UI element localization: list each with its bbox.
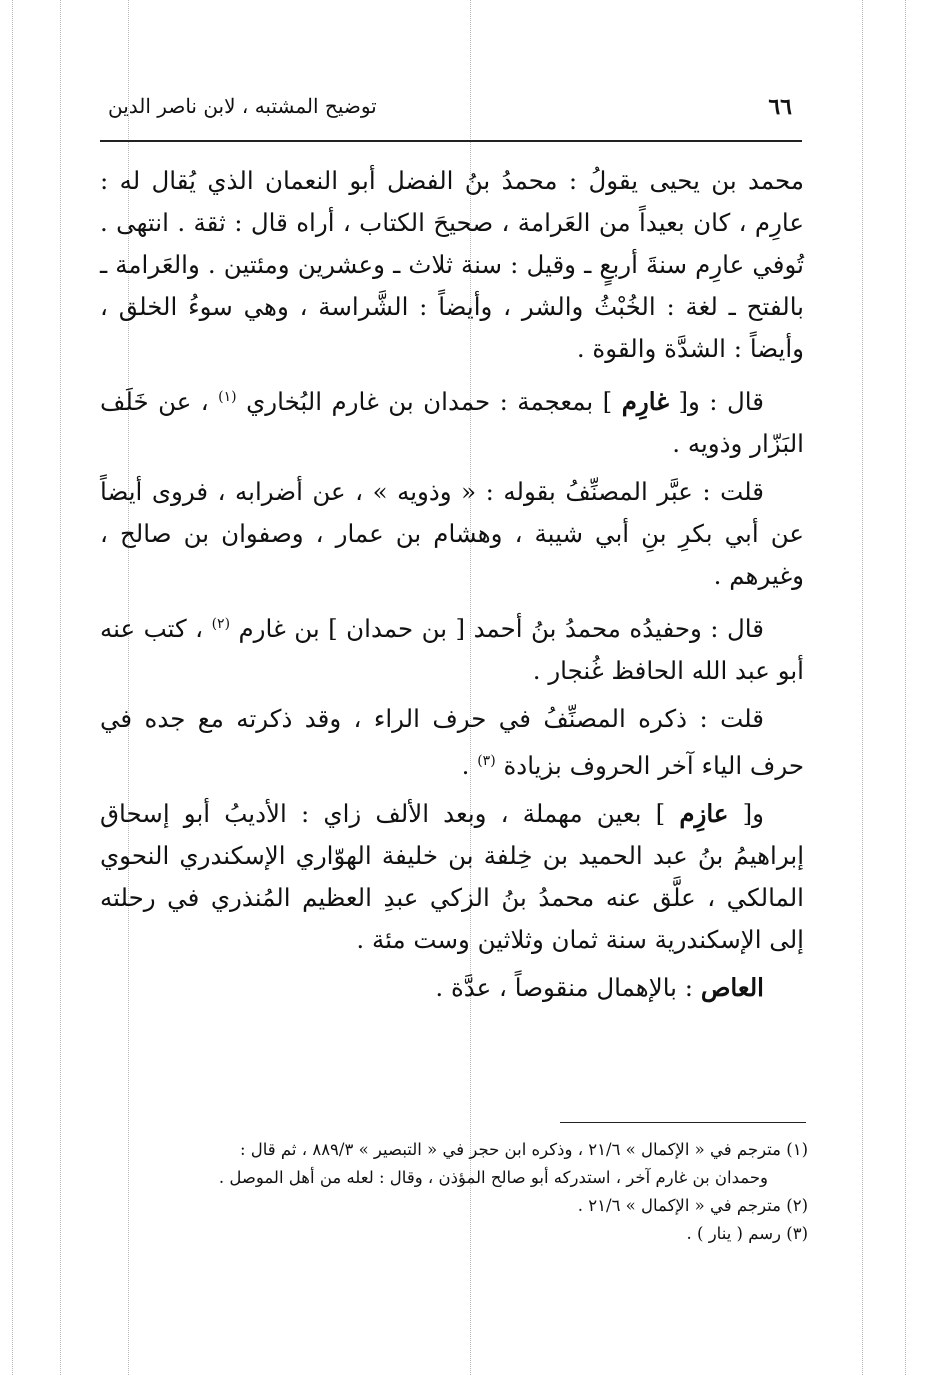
- footnote-text: مترجم في « الإكمال » ٢١/٦ .: [577, 1196, 781, 1215]
- footnote-ref: (١): [218, 389, 237, 405]
- paragraph-1: [100, 160, 804, 370]
- paragraph-2: [100, 376, 804, 465]
- text-fragment: قلت : عبَّر المصنِّفُ بقوله : « وذويه » ، عن أضرابه ، فروى أيضاً عن أبي بكرِ بنِ أبي شيبة ، وهشام بن عمار ، وصفوان بن صالح ، وغيرهم .: [100, 477, 804, 591]
- text-line: والعَرامة ـ بالفتح ـ لغة : الخُبْثُ والشر ، وأيضاً : الشَّراسة ، وهي سوءُ: [100, 250, 804, 321]
- text-fragment: .: [461, 751, 478, 781]
- footnote-ref: (٣): [477, 753, 496, 770]
- text-fragment: ] بمعجمة : حمدان بن غارم البُخاري: [236, 387, 622, 417]
- text-fragment: ] بعين مهملة ، وبعد الألف زاي : الأديبُ أبو إسحاق إبراهيمُ بنُ عبد الحميد بن خِلفة بن خليفة الهوّاري الإسكندري النحوي المالكي ، علَّق عنه محمدُ بنُ الزكي عبدِ العظيم المُنذري في رحلته إلى الإسكندرية سنة ثمان وثلاثين وست مئة .: [100, 799, 804, 955]
- entry-headword: عازِم: [679, 799, 729, 829]
- entry-headword: العاص: [700, 973, 764, 1003]
- footnote-number: (٢): [786, 1196, 808, 1215]
- header-divider: [100, 140, 802, 142]
- main-text: [100, 160, 804, 1015]
- text-fragment: : بالإهمال منقوصاً ، عدَّة .: [435, 973, 701, 1003]
- scan-line: [905, 0, 906, 1375]
- paragraph-7: [100, 967, 804, 1009]
- footnote-text: وحمدان بن غارم آخر ، استدركه أبو صالح المؤذن ، وقال : لعله من أهل الموصل .: [218, 1168, 768, 1187]
- scan-line: [12, 0, 13, 1375]
- text-line: انتهى . تُوفي عارِم سنةَ أربعٍ ـ وقيل : سنة ثلاث ـ وعشرين ومئتين .: [100, 208, 804, 279]
- paragraph-4: [100, 603, 804, 692]
- text-line: عارِم ، كان بعيداً من العَرامة ، صحيحَ الكتاب ، أراه قال : ثقة .: [177, 208, 804, 237]
- footnote-ref: (٢): [211, 616, 231, 633]
- entry-headword: غارِم: [621, 387, 669, 417]
- paragraph-3: [100, 471, 804, 597]
- footnote-text: مترجم في « الإكمال » ٢١/٦ ، وذكره ابن حجر في « التبصير » ٨٨٩/٣ ، ثم قال :: [239, 1140, 781, 1159]
- scan-line: [862, 0, 863, 1375]
- text-line: الخلق ، وأيضاً : الشدَّة والقوة .: [100, 292, 804, 363]
- text-fragment: قال : و[: [668, 387, 764, 417]
- text-fragment: ، كتب عنه أبو عبد الله الحافظ غُنجار .: [100, 614, 804, 686]
- footnote-number: (١): [786, 1140, 808, 1159]
- footnote-divider: [560, 1122, 806, 1123]
- footnotes: [118, 1136, 808, 1248]
- running-title: توضيح المشتبه ، لابن ناصر الدين: [108, 94, 377, 118]
- text-fragment: و[: [728, 799, 764, 829]
- page-header: [100, 88, 800, 128]
- text-fragment: قلت : ذكره المصنِّفُ في حرف الراء ، وقد ذكرته مع جده في حرف الياء آخر الحروف بزيادة: [100, 704, 804, 781]
- paragraph-5: [100, 698, 804, 787]
- footnote-1: [118, 1136, 808, 1164]
- footnote-number: (٣): [786, 1224, 808, 1243]
- scan-line: [60, 0, 61, 1375]
- footnote-1-continued: [118, 1164, 808, 1192]
- text-fragment: ، عن خَلَف البَزّار وذويه .: [100, 387, 804, 459]
- text-fragment: قال : وحفيدُه محمدُ بنُ أحمد [ بن حمدان ] بن غارم: [230, 614, 764, 644]
- footnote-3: [118, 1220, 808, 1248]
- footnote-text: رسم ( ينار ) .: [686, 1224, 781, 1243]
- text-line: محمد بن يحيى يقولُ : محمدُ بنُ الفضل أبو النعمان الذي يُقال له :: [100, 166, 804, 195]
- page-number: ٦٦: [768, 94, 792, 120]
- paragraph-6: [100, 793, 804, 961]
- footnote-2: [118, 1192, 808, 1220]
